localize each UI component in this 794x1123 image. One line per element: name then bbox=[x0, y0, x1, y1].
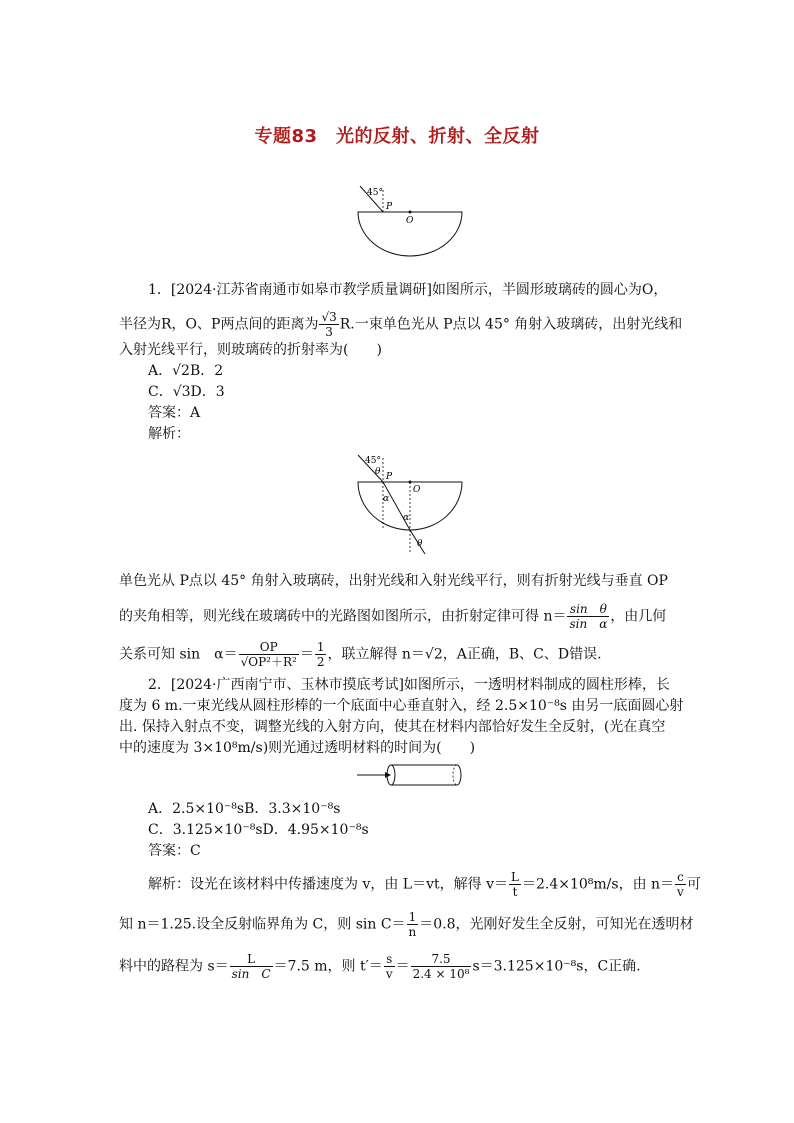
half-num: 1 bbox=[316, 640, 325, 654]
sol1-line2-pre: 的夹角相等，则光线在玻璃砖中的光路图如图所示，由折射定律可得 n＝ bbox=[119, 608, 567, 625]
sol2-l1-mid: ＝2.4×10⁸m/s，由 n＝ bbox=[521, 876, 675, 893]
alpha-label-2: α bbox=[403, 513, 410, 523]
q1-analysis-label: 解析： bbox=[148, 426, 190, 442]
snell-num: sin θ bbox=[567, 602, 609, 617]
sol2-l3-mid: ＝7.5 m，则 t′＝ bbox=[273, 958, 383, 975]
alpha-label-1: α bbox=[383, 494, 390, 504]
sinc-den: n bbox=[408, 925, 417, 939]
angle-label: 45° bbox=[365, 456, 381, 466]
t-den: v bbox=[385, 967, 393, 981]
sol2-l3-post: s＝3.125×10⁻⁸s，C正确. bbox=[472, 958, 641, 975]
sol1-line3-post: ，联立解得 n＝√2，A正确，B、C、D错误. bbox=[327, 646, 602, 663]
t-value-fraction bbox=[411, 952, 472, 981]
sol2-l3-mid2: ＝ bbox=[395, 958, 410, 975]
q2-option-c: C．3.125×10⁻⁸sD．4.95×10⁻⁸s bbox=[148, 822, 369, 838]
p-label: P bbox=[386, 202, 393, 212]
cylinder-right-face-front bbox=[457, 765, 461, 785]
t-fraction bbox=[384, 952, 395, 981]
q1-frac-num: √3 bbox=[321, 310, 337, 324]
q1-line2-pre: 半径为R，O、P两点间的距离为 bbox=[119, 316, 319, 333]
snell-den: sin α bbox=[569, 617, 608, 631]
n-fraction bbox=[675, 870, 686, 899]
p-label: P bbox=[386, 472, 393, 482]
q1-line1: 1．[2024·江苏省南通市如皋市教学质量调研]如图所示，半圆形玻璃砖的圆心为O， bbox=[148, 282, 668, 298]
sinc-num: 1 bbox=[407, 910, 419, 925]
sol2-l1-pre: 解析：设光在该材料中传播速度为 v，由 L＝vt，解得 v＝ bbox=[148, 876, 508, 893]
q2-option-a: A．2.5×10⁻⁸sB．3.3×10⁻⁸s bbox=[148, 801, 341, 817]
q2-line4: 中的速度为 3×10⁸m/s)则光通过透明材料的时间为( ) bbox=[119, 740, 476, 756]
t-num: s bbox=[384, 952, 395, 967]
cylinder-figure bbox=[355, 762, 467, 788]
theta-label-top: θ bbox=[375, 467, 381, 477]
q2-line3: 出. 保持入射点不变，调整光线的入射方向，使其在材料内部恰好发生全反射，(光在真空 bbox=[119, 719, 666, 735]
q1-fraction bbox=[319, 310, 338, 339]
sol1-line3-pre: 关系可知 sin α＝ bbox=[119, 646, 238, 663]
t-value-den: 2.4 × 10⁸ bbox=[412, 967, 470, 981]
point-o bbox=[409, 211, 412, 214]
half-fraction bbox=[315, 640, 327, 669]
cylinder-right-face-back bbox=[453, 765, 457, 785]
sol2-l2-pre: 知 n＝1.25.设全反射临界角为 C，则 sin C＝ bbox=[119, 916, 406, 933]
q2-line2: 度为 6 m.一束光线从圆柱形棒的一个底面中心垂直射入，经 2.5×10⁻⁸s 由另一底面圆心射 bbox=[119, 698, 684, 714]
q2-line1: 2．[2024·广西南宁市、玉林市摸底考试]如图所示，一透明材料制成的圆柱形棒，长 bbox=[148, 677, 670, 693]
q1-option-a: A．√2B．2 bbox=[148, 363, 224, 379]
point-o bbox=[409, 481, 412, 484]
q1-answer: 答案：A bbox=[148, 405, 201, 421]
semicircle-figure-1 bbox=[340, 182, 470, 260]
sol1-line2 bbox=[119, 602, 666, 631]
sin-alpha-den: √OP²＋R² bbox=[240, 655, 297, 669]
sinc-fraction bbox=[407, 910, 419, 939]
n-num: c bbox=[675, 870, 686, 885]
q1-line2 bbox=[119, 310, 682, 339]
o-label: O bbox=[406, 216, 414, 226]
sol1-line2-post: ，由几何 bbox=[610, 608, 667, 625]
sin-alpha-num: OP bbox=[239, 640, 299, 655]
t-value-num: 7.5 bbox=[411, 952, 472, 967]
sol1-line3-mid: ＝ bbox=[299, 646, 314, 663]
q2-answer: 答案：C bbox=[148, 843, 201, 859]
angle-label: 45° bbox=[367, 188, 383, 198]
v-den: t bbox=[512, 885, 518, 899]
q1-option-c: C．√3D．3 bbox=[148, 384, 225, 400]
half-den: 2 bbox=[316, 655, 325, 669]
theta-label-bottom: θ bbox=[417, 539, 423, 549]
sol1-line3 bbox=[119, 640, 602, 669]
n-den: v bbox=[677, 885, 684, 899]
sin-alpha-fraction bbox=[239, 640, 299, 669]
sol2-l1-post: 可 bbox=[686, 876, 701, 893]
sol1-line1: 单色光从 P点以 45° 角射入玻璃砖，出射光线和入射光线平行，则有折射光线与垂直 OP bbox=[119, 573, 668, 589]
v-fraction bbox=[509, 870, 521, 899]
sol2-line1 bbox=[148, 870, 701, 899]
arrow-head bbox=[385, 772, 391, 778]
sol2-l3-pre: 料中的路程为 s＝ bbox=[119, 958, 229, 975]
sol2-l2-post: ＝0.8，光刚好发生全反射，可知光在透明材 bbox=[419, 916, 694, 933]
sol2-line2 bbox=[119, 910, 694, 939]
s-num: L bbox=[230, 952, 273, 967]
semicircle-figure-2 bbox=[340, 450, 470, 558]
snell-fraction bbox=[567, 602, 609, 631]
v-num: L bbox=[511, 870, 519, 884]
s-den: sin C bbox=[231, 967, 271, 981]
q1-frac-den: 3 bbox=[325, 325, 333, 339]
s-fraction bbox=[230, 952, 273, 981]
o-label: O bbox=[413, 485, 421, 495]
q1-line3: 入射光线平行，则玻璃砖的折射率为( ) bbox=[119, 342, 382, 358]
q1-line2-post: R.一束单色光从 P点以 45° 角射入玻璃砖，出射光线和 bbox=[339, 316, 683, 333]
sol2-line3 bbox=[119, 952, 641, 981]
page-title: 专题83 光的反射、折射、全反射 bbox=[254, 126, 540, 147]
